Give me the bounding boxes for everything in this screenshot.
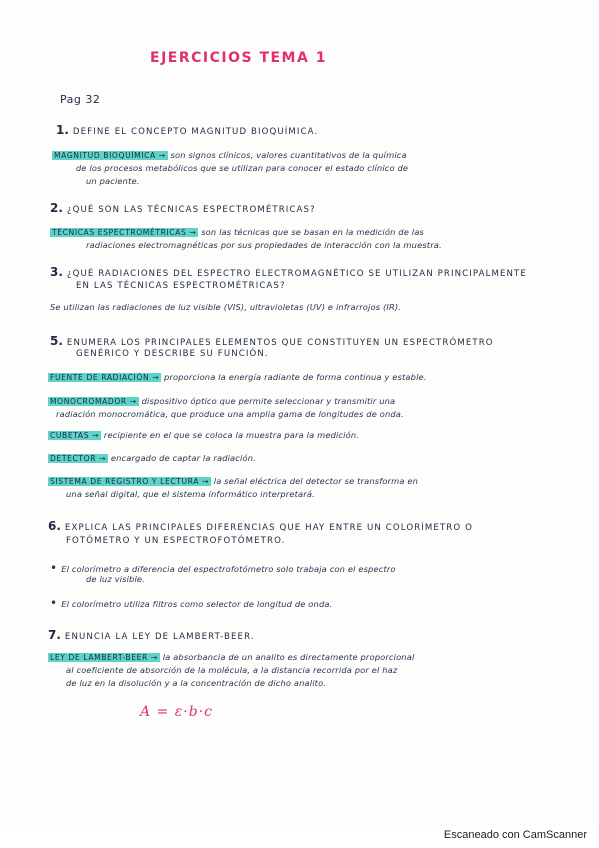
bullet-text: El colorímetro utiliza filtros como selector de longitud de onda. xyxy=(61,599,333,609)
answer-2-line-1 xyxy=(50,227,424,237)
answer-text: son las técnicas que se basan en la medición de las xyxy=(201,227,424,237)
question-number: 2. xyxy=(50,201,63,215)
answer-3: Se utilizan las radiaciones de luz visible (VIS), ultravioletas (UV) e infrarrojos (IR). xyxy=(50,302,402,312)
bullet-item xyxy=(50,561,396,575)
answer-1-line-2: de los procesos metabólicos que se utilizan para conocer el estado clínico de xyxy=(76,163,409,173)
question-6-line-2: FOTÓMETRO Y UN ESPECTROFOTÓMETRO. xyxy=(66,536,286,546)
question-number: 3. xyxy=(50,265,63,279)
question-3 xyxy=(50,265,527,279)
question-3-line-2: EN LAS TÉCNICAS ESPECTROMÉTRICAS? xyxy=(76,281,286,291)
highlighted-term: CUBETAS → xyxy=(50,431,100,440)
highlighted-term: LEY DE LAMBERT-BEER → xyxy=(50,653,158,662)
question-text-line-1: EXPLICA LAS PRINCIPALES DIFERENCIAS QUE HAY ENTRE UN COLORÍMETRO O xyxy=(64,523,473,533)
highlighted-term: SISTEMA DE REGISTRO Y LECTURA → xyxy=(50,477,209,486)
question-text-line-1: ENUMERA LOS PRINCIPALES ELEMENTOS QUE CONSTITUYEN UN ESPECTRÓMETRO xyxy=(66,338,494,348)
question-number: 5. xyxy=(50,334,63,348)
scanner-watermark: Escaneado con CamScanner xyxy=(443,829,587,841)
page-reference: Pag 32 xyxy=(60,93,101,106)
bullet-item xyxy=(50,596,332,610)
element-item xyxy=(48,396,395,406)
element-item-line-2: una señal digital, que el sistema informático interpretará. xyxy=(66,489,315,499)
answer-2-line-2: radiaciones electromagnéticas por sus propiedades de interacción con la muestra. xyxy=(86,240,442,250)
answer-7-line-3: de luz en la disolución y a la concentración de dicho analito. xyxy=(66,678,327,688)
question-text: ¿QUÉ SON LAS TÉCNICAS ESPECTROMÉTRICAS? xyxy=(66,205,316,215)
element-item xyxy=(48,430,359,440)
highlighted-term: MAGNITUD BIOQUÍMICA → xyxy=(54,151,166,160)
question-1 xyxy=(56,123,318,137)
question-number: 7. xyxy=(48,628,61,642)
bullet-text: El colorímetro a diferencia del espectrofotómetro solo trabaja con el espectro xyxy=(61,564,396,574)
question-text: ENUNCIA LA LEY DE LAMBERT-BEER. xyxy=(64,632,255,642)
answer-text: la absorbancia de un analito es directamente proporcional xyxy=(162,652,415,662)
element-item xyxy=(48,476,418,486)
element-item xyxy=(48,372,427,382)
bullet-item-line-2: de luz visible. xyxy=(86,574,145,584)
element-item-line-2: radiación monocromática, que produce una amplia gama de longitudes de onda. xyxy=(56,409,404,419)
highlighted-term: DETECTOR → xyxy=(50,454,107,463)
question-5 xyxy=(50,334,494,348)
answer-1-line-1 xyxy=(52,150,407,160)
page-title: EJERCICIOS TEMA 1 xyxy=(150,50,327,66)
question-2 xyxy=(50,201,316,215)
item-text: proporciona la energía radiante de forma continua y estable. xyxy=(164,372,427,382)
question-7 xyxy=(48,628,255,642)
item-text: dispositivo óptico que permite seleccionar y transmitir una xyxy=(141,396,396,406)
answer-7-line-1 xyxy=(48,652,414,662)
answer-7-line-2: al coeficiente de absorción de la molécula, a la distancia recorrida por el haz xyxy=(66,665,398,675)
question-text-line-1: ¿QUÉ RADIACIONES DEL ESPECTRO ELECTROMAGNÉTICO SE UTILIZAN PRINCIPALMENTE xyxy=(66,269,527,279)
bullet-dot: • xyxy=(50,561,58,575)
item-text: la señal eléctrica del detector se transforma en xyxy=(213,476,418,486)
highlighted-term: FUENTE DE RADIACIÓN → xyxy=(50,373,160,382)
item-text: recipiente en el que se coloca la muestra para la medición. xyxy=(103,430,360,440)
lambert-beer-formula: A = ε·b·c xyxy=(140,704,213,720)
highlighted-term: TÉCNICAS ESPECTROMÉTRICAS → xyxy=(52,228,197,237)
question-6 xyxy=(48,519,473,533)
highlighted-term: MONOCROMADOR → xyxy=(50,397,137,406)
item-text: encargado de captar la radiación. xyxy=(110,453,256,463)
answer-1-line-3: un paciente. xyxy=(86,176,140,186)
question-number: 6. xyxy=(48,519,61,533)
bullet-dot: • xyxy=(50,596,58,610)
question-text: DEFINE EL CONCEPTO MAGNITUD BIOQUÍMICA. xyxy=(72,127,319,137)
question-5-line-2: GENÉRICO Y DESCRIBE SU FUNCIÓN. xyxy=(76,349,269,359)
question-number: 1. xyxy=(56,123,69,137)
answer-text: son signos clínicos, valores cuantitativos de la química xyxy=(170,150,407,160)
element-item xyxy=(48,453,256,463)
